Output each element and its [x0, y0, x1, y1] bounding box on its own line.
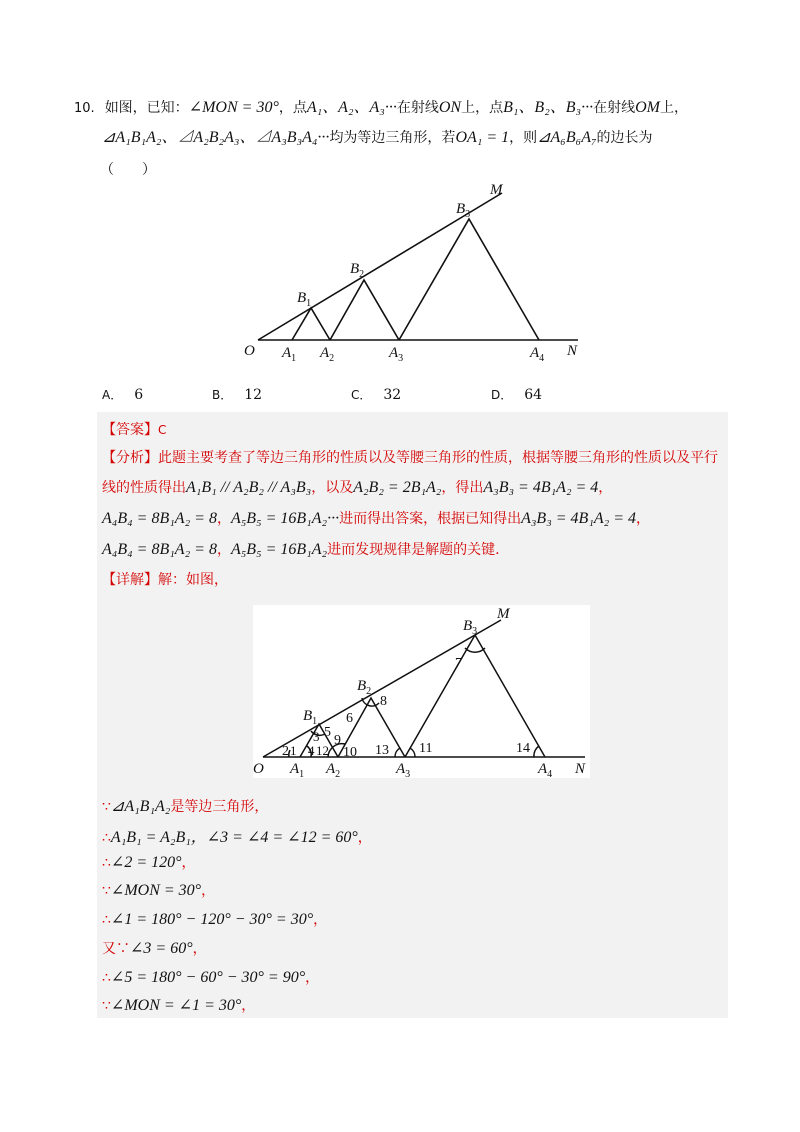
figure-1: [240, 180, 590, 370]
angle-label-7: 7: [455, 656, 462, 671]
label-n: N: [567, 343, 578, 359]
label2-b3: $B_3$: [463, 618, 478, 637]
step-1: ∵⊿A₁B₁A₂是等边三角形，: [102, 798, 269, 815]
angle-label-3: 3: [313, 729, 320, 744]
triangle-1: [292, 308, 330, 340]
label-a4: $A_4$: [530, 345, 545, 364]
angle-label-1: 1: [290, 743, 297, 758]
analysis-line-3: A₄B₄ = 8B₁A₂ = 8，A₅B₅ = 16B₁A₂···进而得出答案，根据已知得出A₃B₃ = 4B₁A₂ = 4，: [102, 510, 651, 527]
label-a1: $A_1$: [282, 345, 297, 364]
label-m: M: [490, 182, 503, 198]
analysis-line-4: A₄B₄ = 8B₁A₂ = 8，A₅B₅ = 16B₁A₂进而发现规律是解题的关键.: [102, 541, 500, 558]
label2-b1: $B_1$: [303, 708, 318, 727]
angle-label-11: 11: [419, 741, 433, 756]
option-d[interactable]: D． 64: [491, 387, 543, 403]
question-number: 10.: [74, 101, 95, 116]
answer-line: 【答案】C: [102, 422, 167, 438]
detail-line: 【详解】解：如图，: [102, 572, 228, 588]
label2-a1: $A_1$: [290, 761, 305, 778]
answer-blank: （ ）: [100, 162, 156, 178]
triangle-3: [399, 219, 539, 340]
label2-a3: $A_3$: [396, 761, 411, 778]
option-a[interactable]: A． 6: [102, 387, 144, 403]
angle-label-13: 13: [375, 743, 389, 758]
step-7: ∴∠5 = 180° − 60° − 30° = 90°，: [102, 969, 320, 986]
label-a2: $A_2$: [320, 345, 335, 364]
label-b2: $B_2$: [350, 261, 365, 280]
label2-b2: $B_2$: [357, 678, 372, 697]
label-b1: $B_1$: [297, 290, 312, 309]
analysis-line-1: 【分析】此题主要考查了等边三角形的性质以及等腰三角形的性质，根据等腰三角形的性质以及平行: [102, 450, 718, 466]
option-c[interactable]: C． 32: [351, 387, 402, 403]
angle-label-6: 6: [346, 711, 353, 726]
question-line-1: 10. 如图，已知：∠MON = 30°，点A₁、A₂、A₃···在射线ON上，点B₁、B₂、B₃···在射线OM上，: [74, 99, 688, 116]
angle-label-4: 4: [308, 743, 315, 758]
step-2: ∴A₁B₁ = A₂B₁，∠3 = ∠4 = ∠12 = 60°，: [102, 829, 372, 846]
label2-n: N: [575, 761, 586, 777]
angle-label-14: 14: [516, 741, 530, 756]
label2-a4: $A_4$: [538, 761, 553, 778]
angle-label-9: 9: [334, 733, 341, 748]
triangle-2: [330, 280, 399, 340]
angle-label-12: 12: [316, 743, 329, 758]
angle-label-5: 5: [324, 725, 331, 740]
analysis-line-2: 线的性质得出A₁B₁ // A₂B₂ // A₃B₃，以及A₂B₂ = 2B₁A₂，得出A₃B₃ = 4B₁A₂ = 4，: [102, 479, 613, 496]
label-b3: $B_3$: [456, 201, 471, 220]
angle-label-8: 8: [380, 694, 387, 709]
label2-a2: $A_2$: [326, 761, 341, 778]
figure-2: [253, 605, 590, 778]
step-5: ∴∠1 = 180° − 120° − 30° = 30°，: [102, 911, 328, 928]
step-8: ∵∠MON = ∠1 = 30°，: [102, 997, 256, 1014]
label-a3: $A_3$: [389, 345, 404, 364]
angle-label-10: 10: [343, 745, 357, 760]
step-3: ∴∠2 = 120°，: [102, 854, 196, 871]
label2-m: M: [497, 606, 510, 622]
label2-o: O: [253, 761, 264, 777]
option-b[interactable]: B． 12: [212, 387, 263, 403]
angle-label-2: 2: [282, 744, 289, 759]
label-o: O: [244, 343, 255, 359]
question-line-2: ⊿A₁B₁A₂、⊿A₂B₂A₃、⊿A₃B₃A₄···均为等边三角形，若OA₁ = 1，则⊿A₆B₆A₇的边长为: [102, 129, 653, 146]
step-4: ∵∠MON = 30°，: [102, 882, 216, 899]
step-6: 又∵∠3 = 60°，: [102, 940, 207, 957]
